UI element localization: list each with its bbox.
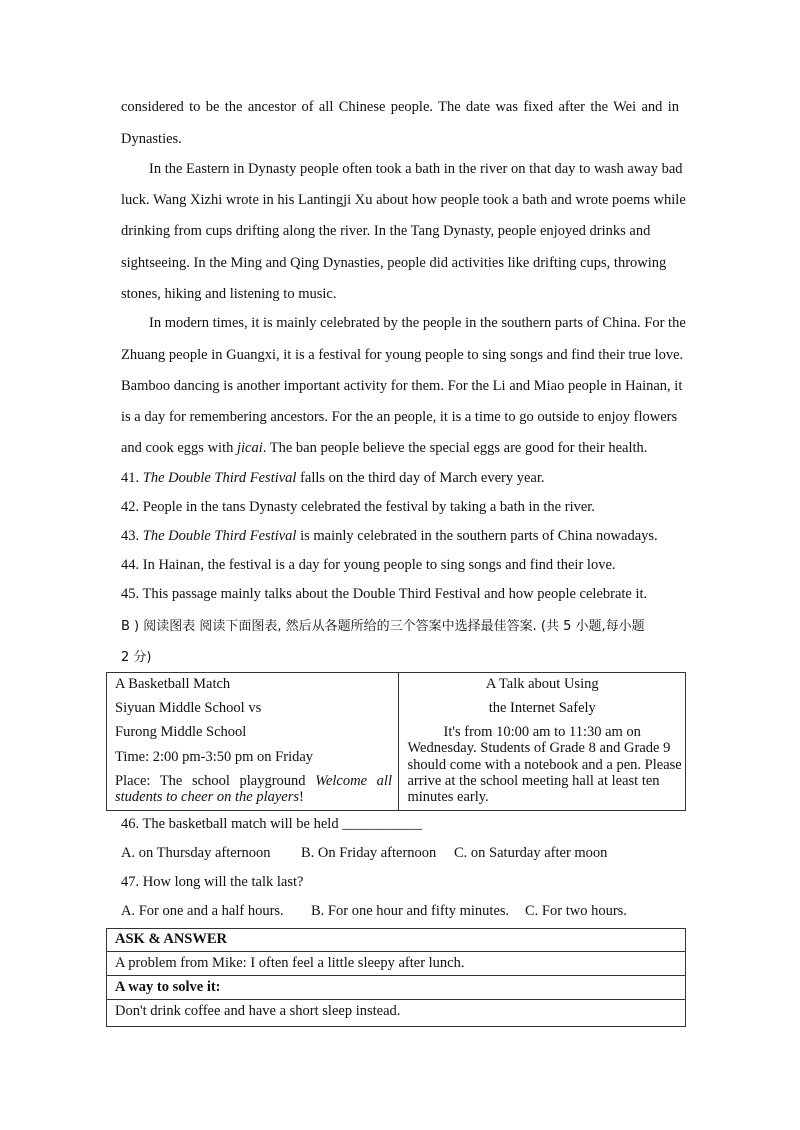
ask-answer-box (106, 928, 686, 1027)
question-42: 42. People in the tans Dynasty celebrated the festival by taking a bath in the river. (121, 499, 595, 515)
notice-line: minutes early. (407, 789, 489, 805)
notice-line: students to cheer on the players! (115, 789, 304, 805)
passage-line: luck. Wang Xizhi wrote in his Lantingji Xu about how people took a bath and wrote poems while (121, 192, 686, 208)
passage-line: drinking from cups drifting along the river. In the Tang Dynasty, people enjoyed drinks and (121, 223, 651, 239)
question-45: 45. This passage mainly talks about the Double Third Festival and how people celebrate it. (121, 586, 648, 602)
question-41: 41. The Double Third Festival falls on the third day of March every year. (121, 470, 545, 486)
basketball-notice (107, 673, 399, 811)
option-47-c: C. For two hours. (525, 903, 627, 919)
option-46-b: B. On Friday afternoon (301, 845, 437, 861)
notice-line: Siyuan Middle School vs (115, 700, 262, 716)
notice-line: Furong Middle School (115, 724, 247, 740)
option-47-b: B. For one hour and fifty minutes. (311, 903, 510, 919)
passage-line: Zhuang people in Guangxi, it is a festival for young people to sing songs and find their true love. (121, 347, 684, 363)
passage-line: and cook eggs with jicai. The ban people believe the special eggs are good for their health. (121, 440, 648, 456)
notice-line: Wednesday. Students of Grade 8 and Grade 9 (407, 740, 671, 756)
talk-notice (399, 673, 686, 811)
section-b-heading-cont: 2 分) (121, 650, 152, 665)
passage-line: stones, hiking and listening to music. (121, 286, 337, 302)
section-b-heading: B ) 阅读图表 阅读下面图表, 然后从各题所给的三个答案中选择最佳答案. (共 5 小题,每小题 (121, 619, 645, 634)
notice-line: Time: 2:00 pm-3:50 pm on Friday (115, 749, 314, 765)
problem-text: A problem from Mike: I often feel a little sleepy after lunch. (115, 955, 465, 971)
passage-line: Bamboo dancing is another important activity for them. For the Li and Miao people in Hainan, it (121, 378, 683, 394)
box-divider (107, 999, 685, 1000)
question-44: 44. In Hainan, the festival is a day for young people to sing songs and find their love. (121, 557, 616, 573)
notice-line: A Talk about Using (485, 676, 599, 692)
ask-answer-heading: ASK & ANSWER (115, 931, 227, 947)
passage-line: In the Eastern in Dynasty people often took a bath in the river on that day to wash away bad (149, 161, 683, 177)
passage-line: In modern times, it is mainly celebrated by the people in the southern parts of China. For the (149, 315, 686, 331)
option-46-c: C. on Saturday after moon (454, 845, 608, 861)
option-46-a: A. on Thursday afternoon (121, 845, 271, 861)
passage-line: Dynasties. (121, 131, 182, 147)
box-divider (107, 951, 685, 952)
notice-line: arrive at the school meeting hall at least ten (407, 773, 660, 789)
solution-label: A way to solve it: (115, 979, 221, 995)
notice-line: It's from 10:00 am to 11:30 am on (443, 724, 641, 740)
question-46: 46. The basketball match will be held ___________ (121, 816, 422, 832)
option-47-a: A. For one and a half hours. (121, 903, 284, 919)
question-43: 43. The Double Third Festival is mainly celebrated in the southern parts of China nowadays. (121, 528, 658, 544)
solution-text: Don't drink coffee and have a short sleep instead. (115, 1003, 401, 1019)
notice-line: Place: The school playground Welcome all (115, 773, 392, 789)
passage-line: sightseeing. In the Ming and Qing Dynasties, people did activities like drifting cups, throwing (121, 255, 667, 271)
box-divider (107, 975, 685, 976)
question-47: 47. How long will the talk last? (121, 874, 304, 890)
notice-line: A Basketball Match (115, 676, 231, 692)
passage-line: is a day for remembering ancestors. For the an people, it is a time to go outside to enjoy flowers (121, 409, 678, 425)
notice-table (106, 672, 686, 811)
notice-line: should come with a notebook and a pen. Please (407, 757, 682, 773)
passage-line: considered to be the ancestor of all Chinese people. The date was fixed after the Wei and in (121, 99, 679, 115)
notice-line: the Internet Safely (488, 700, 596, 716)
